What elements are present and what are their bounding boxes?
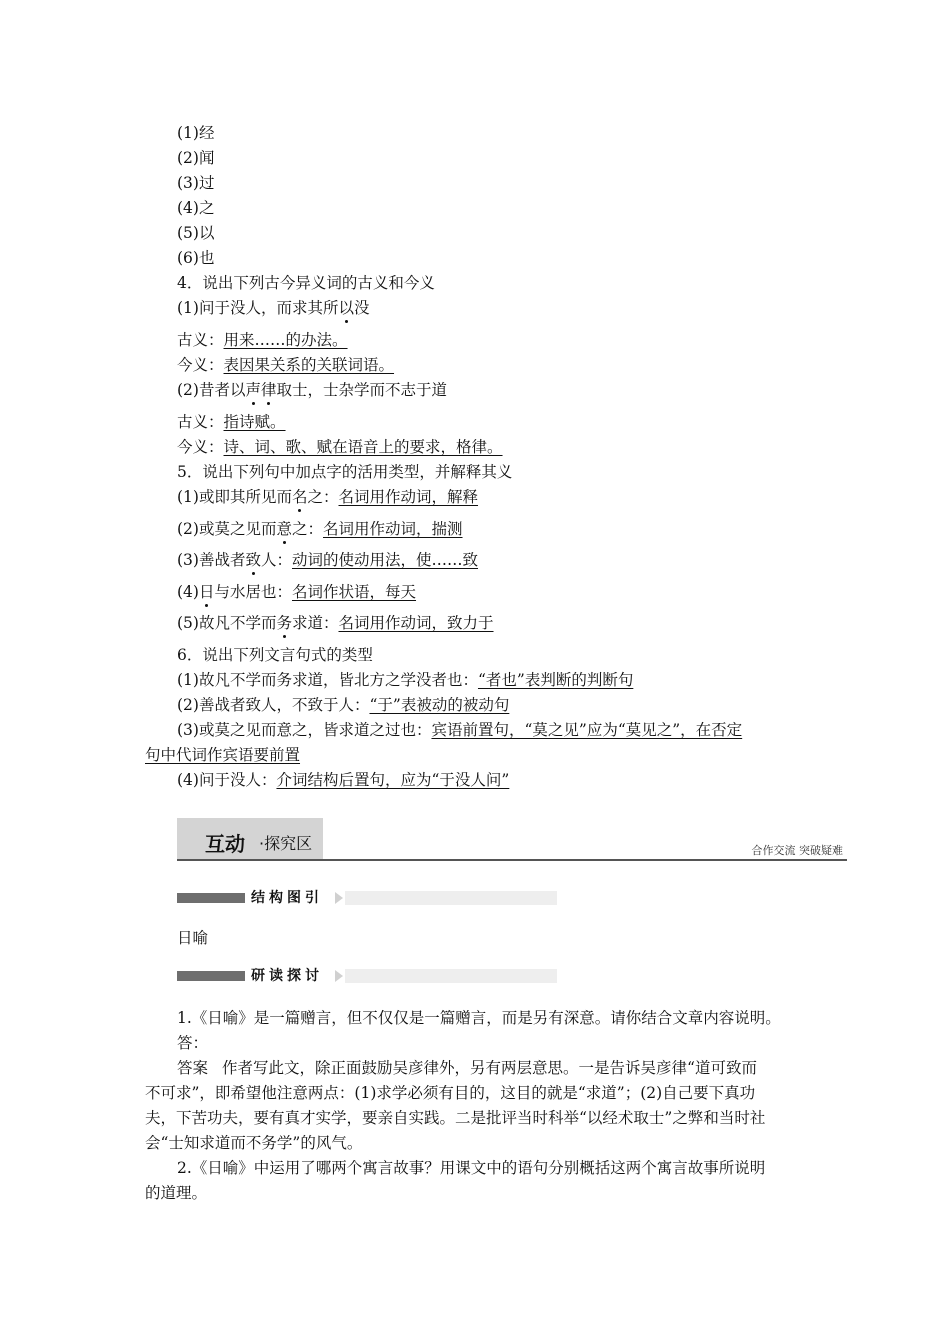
banner-title: 互动 <box>205 832 245 856</box>
q6-item: (2)善战者致人，不致于人：“于”表被动的被动句 <box>177 696 510 714</box>
banner-rule <box>177 859 847 861</box>
q5-item: (1)或即其所见而名之：名词用作动词，解释 <box>177 488 479 506</box>
answer-text: 名词用作动词，解释 <box>338 488 479 506</box>
structure-text: 日喻 <box>177 929 209 947</box>
answer-text: 名词用作动词，致力于 <box>338 614 494 632</box>
answer-text: 名词用作动词，揣测 <box>323 520 463 538</box>
answer-line: 答案 作者写此文，除正面鼓励吴彦律外，另有两层意思。一是告诉吴彦律“道可致而 <box>177 1059 757 1077</box>
section-banner <box>177 818 847 862</box>
discussion-question-2: 2.《日喻》中运用了哪两个寓言故事？用课文中的语句分别概括这两个寓言故事所说明 <box>177 1159 766 1177</box>
vocab-item: (4)之 <box>177 199 215 217</box>
dotted-char: 律 <box>260 381 277 399</box>
header-tail <box>345 891 557 905</box>
q6-item-continuation <box>145 745 300 765</box>
discussion-question-1: 1.《日喻》是一篇赠言，但不仅仅是一篇赠言，而是另有深意。请你结合文章内容说明。 <box>177 1009 781 1027</box>
header-bar <box>177 971 245 981</box>
answer-text: 动词的使动用法，使……致 <box>292 551 479 569</box>
question-4-title: 4．说出下列古今异义词的古义和今义 <box>177 274 435 292</box>
answer-text: 用来……的办法。 <box>223 331 348 349</box>
vocab-item: (3)过 <box>177 174 215 192</box>
q4-ancient-meaning-1: 古义：用来……的办法。 <box>177 331 348 349</box>
header-bar <box>177 893 245 903</box>
dotted-char: 声 <box>245 381 261 399</box>
answer-label: 答案 <box>177 1059 209 1077</box>
q4-sentence-1: (1)问于没人，而求其所以没 <box>177 299 370 317</box>
answer-prompt: 答： <box>177 1034 209 1052</box>
q6-item: (4)问于没人：介词结构后置句，应为“于没人问” <box>177 771 510 789</box>
dotted-char: 致 <box>245 551 261 569</box>
section-header-structure <box>177 889 557 907</box>
answer-line: 会“士知求道而不务学”的风气。 <box>145 1134 363 1152</box>
answer-text: 宾语前置句，“莫之见”应为“莫见之”，在否定 <box>431 721 743 739</box>
answer-line: 夫，下苦功夫，要有真才实学，要亲自实践。二是批评当时科举“以经术取士”之弊和当时社 <box>145 1109 766 1127</box>
answer-line: 不可求”，即希望他注意两点：(1)求学必须有目的，这目的就是“求道”；(2)自己要下真功 <box>145 1084 756 1102</box>
vocab-item: (5)以 <box>177 224 215 242</box>
q5-item: (5)故凡不学而务求道：名词用作动词，致力于 <box>177 614 494 632</box>
answer-text: 句中代词作宾语要前置 <box>145 746 301 764</box>
q4-modern-meaning-2: 今义：诗、词、歌、赋在语音上的要求，格律。 <box>177 438 503 456</box>
dotted-char: 以 <box>338 299 354 317</box>
header-tail <box>345 969 557 983</box>
dotted-char: 日 <box>198 583 215 601</box>
answer-text: 表因果关系的关联词语。 <box>223 356 395 374</box>
q4-sentence-2: (2)昔者以声律取士，士杂学而不志于道 <box>177 381 448 399</box>
answer-text: “者也”表判断的判断句 <box>477 671 634 689</box>
answer-text: 诗、词、歌、赋在语音上的要求，格律。 <box>223 438 503 456</box>
question-6-title: 6．说出下列文言句式的类型 <box>177 646 373 664</box>
dotted-char: 意 <box>276 520 292 538</box>
q5-item: (2)或莫之见而意之：名词用作动词，揣测 <box>177 520 463 538</box>
question-5-title: 5．说出下列句中加点字的活用类型，并解释其义 <box>177 463 513 481</box>
vocab-item: (2)闻 <box>177 149 215 167</box>
answer-text: 指诗赋。 <box>223 413 286 431</box>
answer-text: 介词结构后置句，应为“于没人问” <box>276 771 510 789</box>
section-title: 结构图引 <box>247 889 343 907</box>
dotted-char: 名 <box>291 488 308 506</box>
q6-item: (3)或莫之见而意之，皆求道之过也：宾语前置句，“莫之见”应为“莫见之”，在否定 <box>177 721 743 739</box>
section-header-discuss <box>177 967 557 985</box>
answer-text: 名词作状语，每天 <box>292 583 417 601</box>
dotted-char: 务 <box>276 614 292 632</box>
chevron-right-icon <box>335 970 343 982</box>
banner-tagline: 合作交流 突破疑难 <box>751 844 843 857</box>
section-title: 研读探讨 <box>247 967 343 985</box>
chevron-right-icon <box>335 892 343 904</box>
discussion-question-2-cont: 的道理。 <box>145 1184 208 1202</box>
q5-item: (3)善战者致人：动词的使动用法，使……致 <box>177 551 479 569</box>
banner-subtitle: ·探究区 <box>259 834 313 853</box>
answer-text: “于”表被动的被动句 <box>369 696 510 714</box>
q6-item: (1)故凡不学而务求道，皆北方之学没者也：“者也”表判断的判断句 <box>177 671 634 689</box>
vocab-item: (6)也 <box>177 249 215 267</box>
q5-item: (4)日与水居也：名词作状语，每天 <box>177 583 417 601</box>
vocab-item: (1)经 <box>177 124 215 142</box>
q4-ancient-meaning-2: 古义：指诗赋。 <box>177 413 286 431</box>
q4-modern-meaning-1: 今义：表因果关系的关联词语。 <box>177 356 395 374</box>
